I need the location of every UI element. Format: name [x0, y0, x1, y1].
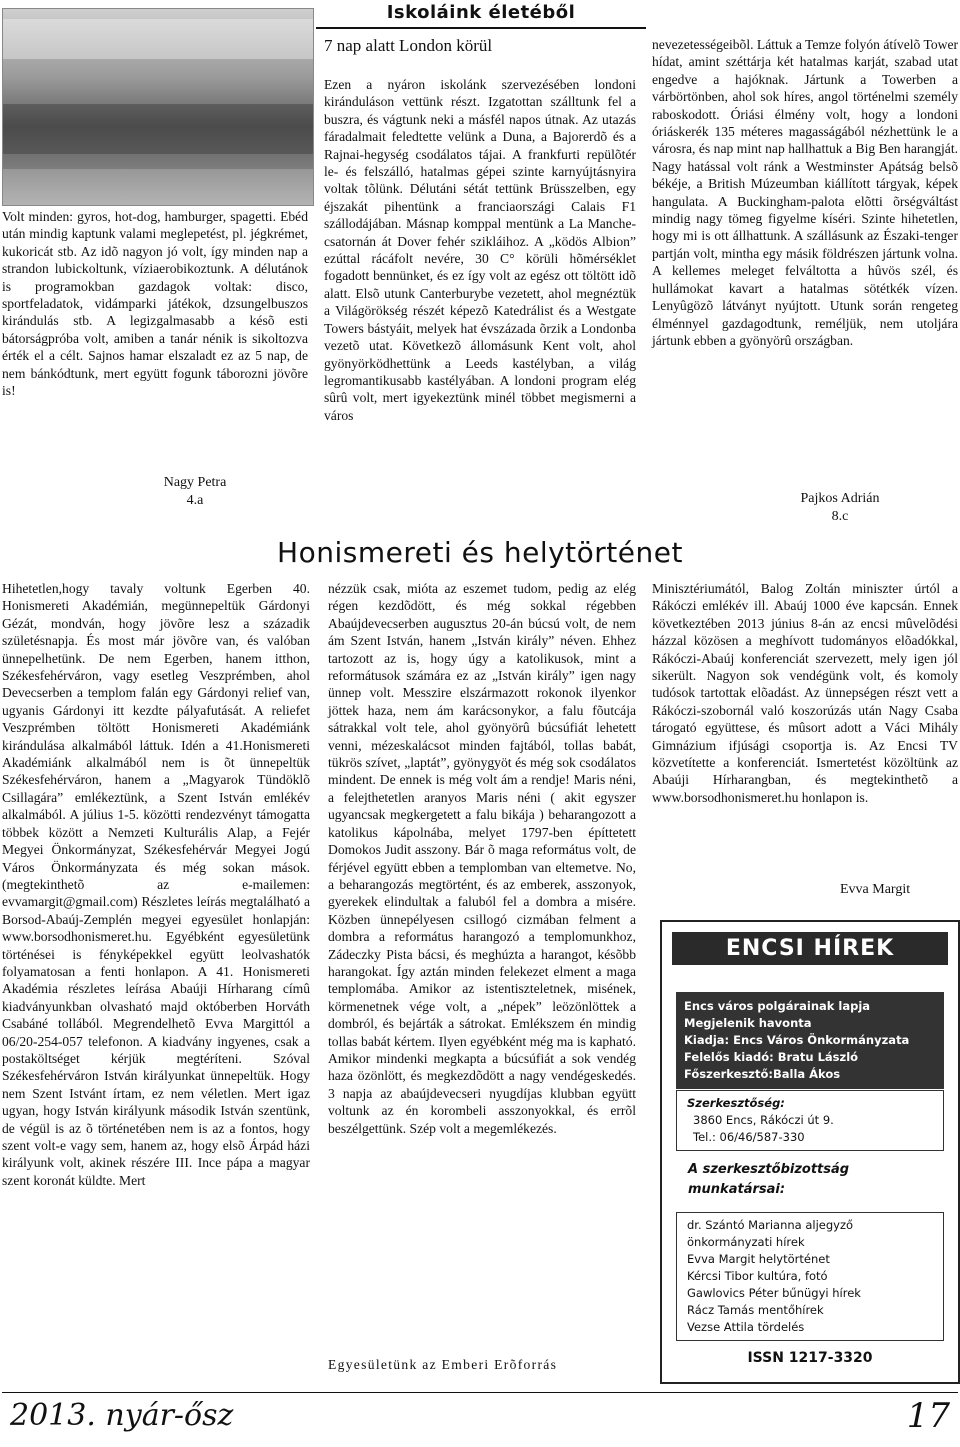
london-article-title: 7 nap alatt London körül [324, 36, 493, 55]
member-line: Rácz Tamás mentőhírek [687, 1303, 824, 1317]
page-number: 17 [906, 1396, 950, 1436]
imprint-title: ENCSI HÍREK [672, 932, 948, 965]
imprint-members [676, 1212, 944, 1341]
london-article-text-right: nevezetességeibõl. Láttuk a Temze folyón átívelõ Tower hídat, amint széttárja két hatalmas karját, szabad utat engedve a hajóknak. Jártunk a Towerben a várbörtönben, ahol sok híres, angol történelmi személy raboskodott. Óriási élmény volt, hogy a londoni óriáskerék 135 méteres magasságából nézhettünk le a városra, és nap mint nap hallhattuk a Big Ben harangját. Nagy hatással volt ránk a Westminster Apátság belsõ békéje, a British Múzeumban kiállított tárgyak, képek hangulata. A Buckingham-palota elõtti õrségváltást mindig nagy tömeg figyelme kíséri. Szinte hihetetlen, hogy mi is ott állhattunk. A szállásunk az Északi-tenger partján volt, mintha egy másik földrészen jártunk volna. A kellemes meleget felváltotta a hûvös szél, és hullámokat kavart a hatalmas sötétkék vízen. Lenyûgözõ látványt nyújtott. Utunk során rengeteg élménnyel gazdagodtunk, reméljük, nem utoljára jártunk ebben a gyönyörû országban. [652, 37, 958, 348]
section-header-school-life: Iskoláink életéből [386, 2, 576, 23]
imprint-issn: ISSN 1217-3320 [747, 1350, 873, 1366]
imprint-line: Megjelenik havonta [684, 1016, 812, 1030]
member-line: Gawlovics Péter bűnügyi hírek [687, 1286, 861, 1300]
imprint-line: Felelős kiadó: Bratu László [684, 1050, 859, 1064]
footer-rule [2, 1392, 958, 1393]
imprint-line: Encs város polgárainak lapja [684, 999, 871, 1013]
member-line: Vezse Attila tördelés [687, 1320, 805, 1334]
member-line: dr. Szántó Marianna aljegyző [687, 1218, 854, 1232]
london-article-signature [770, 490, 910, 526]
author-class: 8.c [831, 509, 849, 524]
member-line: Kércsi Tibor kultúra, fotó [687, 1269, 828, 1283]
imprint-box [660, 920, 960, 1384]
imprint-line: Főszerkesztő:Balla Ákos [684, 1067, 841, 1081]
london-article-text-mid: Ezen a nyáron iskolánk szervezésében londoni kiránduláson vettünk részt. Izgatottan szálltunk fel a buszra, és vágtunk neki a másfél napos útnak. Az utazás fáradalmait feledtette velünk a Duna, a Bajorerdõ és a Rajnai-hegység csodálatos tájai. A frankfurti repülõtér le- és felszálló, hatalmas gépei szinte karnyújtásnyira voltak tõlünk. Délutáni sétát tettünk Brüsszelben, egy éjszakát pihentünk a franciaországi Calais F1 szállodájában. Másnap komppal mentünk a La Manche-csatornán át Dover fehér szikláihoz. A „ködös Albion” ezúttal rácáfolt nevére, 30 C° körüli hõmérséklet fogadott bennünket, és ez így volt az egész ott töltött idõ alatt. Elsõ utunk Canterburybe vezetett, ahol megnéztük a Világörökség részét képezõ Katedrálist és a Westgate Towers bástyáit, melyek hat évszázada õrzik a Londonba vezetõ utat. Következõ állomásunk Kent volt, ahol gyönyörködhettünk a Leeds kastélyban, a világ legromantikusabb kastélyában. A londoni program elég sûrû volt, mert igyekeztünk minél többet megismerni a város [324, 77, 636, 423]
imprint-publisher-lines [676, 992, 944, 1089]
imprint-board-title: A szerkesztőbizottság munkatársai: [688, 1162, 850, 1197]
office-line: 3860 Encs, Rákóczi út 9. [693, 1113, 834, 1127]
member-line: önkormányzati hírek [687, 1235, 805, 1249]
section-header-local-history: Honismereti és helytörténet [277, 536, 683, 569]
footer-issue: 2013. nyár-ősz [10, 1398, 234, 1433]
office-line: Tel.: 06/46/587-330 [693, 1130, 805, 1144]
history-article-text-left: Hihetetlen,hogy tavaly voltunk Egerben 40. Honismereti Akadémián, megünnepeltük Gárdonyi Gézát, mondván, hogy jövõre lesz a századik születésnapja. És most már jövõre van, és valóban ünnepelhetünk. De nem Egerben, hanem itthon, Székesfehérváron, vagy esetleg Veszprémben, ahol Devecserben a templom falán egy Gárdonyi relief van, ugyanis Gárdonyi itt kezdte pályafutását. A reliefet Veszprémben töltött Honismereti Akadémiánk kirándulása alkalmából láttuk. Idén a 41.Honismereti Akadémiánk alkalmából nem is õt ünnepeltük Székesfehérváron, hanem a „Magyarok Tündöklõ Csillagára” emlékeztünk, a Szent István emlékév alkalmából. A július 1-5. közötti rendezvényt támogatta többek között a Nemzeti Kulturális Alap, a Fejér Megyei Önkormányzat, Székesfehérvár Megyei Jogú Város Önkormányzata és még sokan mások. (megtekinthetõ az e-mailemen: evvamargit@gmail.com) Részletes leírás megtalálható a Borsod-Abaúj-Zemplén megyei egyesület honlapján: www.borsodhonismeret.hu. Egyébként egyesületünk történései is fényképekkel együtt leolvashatók folyamatosan a fenti honlapon. A 41. Honismereti Akadémia részletes leírása Abaúji Hírharang címû kiadványunkban olvasható majd októberben Horváth Csabáné tollából. Megrendelhetõ Evva Margittól a 06/20-254-057 telefonon. A kiadvány ingyenes, csak a postaköltséget kérjük megtéríteni. Szóval Székesfehérváron István királyunkat ünnepeltük. Hogy nem Szent Istvánt írtam, ez nem véletlen. Mert igaz ugyan, hogy István királyunk második István szentünk, de végül is az õ történetében nem is az a fontos, hogy szent volt-e vagy sem, hanem az, hogy elsõ Árpád házi királyunk volt, akinek részére III. Ince pápa a magyar szent koronát küldte. Mert [2, 581, 310, 1188]
imprint-office [676, 1090, 944, 1151]
author-class: 4.a [186, 493, 204, 508]
imprint-line: Kiadja: Encs Város Önkormányzata [684, 1033, 910, 1047]
author-name: Nagy Petra [163, 475, 227, 490]
author-name: Pajkos Adrián [800, 491, 880, 506]
office-label: Szerkesztőség: [687, 1096, 785, 1110]
history-article-closing-line: Egyesületünk az Emberi Erõforrás [328, 1357, 558, 1372]
camp-article-signature [140, 474, 250, 510]
camp-article-text: Volt minden: gyros, hot-dog, hamburger, spagetti. Ebéd után mindig kaptunk valami meglepetést, pl. jégkrémet, kukoricát stb. Az idõ nagyon jó volt, így minden nap a strandon lubickoltunk, víziaerobikoztunk. A délutánok is programokban gazdagok voltak: disco, sportfeladatok, vidámparki játékok, dzsungelbuszos kirándulás stb. A legizgalmasabb a késõ esti bátorságpróba volt, amiben a tanár nénik is sikoltozva érték el a célt. Sajnos hamar elszaladt ez az 5 nap, de nem bánkódtunk, mert együtt fogunk táborozni jövõre is! [2, 209, 308, 399]
header-rule [316, 27, 646, 29]
member-line: Evva Margit helytörténet [687, 1252, 830, 1266]
group-photo [2, 8, 314, 206]
history-article-signature: Evva Margit [840, 882, 911, 897]
history-article-text-right: Minisztériumától, Balog Zoltán miniszter úrtól a Rákóczi emlékév ill. Abaúj 1000 éve kapcsán. Ennek következtében 2013 június 8-án az encsi mûvelõdési házzal közösen a meghívott tudományos elõadókkal, Rákóczi-Abaúj konferenciát szervezett, mely igen jól sikerült. Nagyon sok vendégünk volt, és komoly tudósok tartottak elõadást. Az ünnepségen részt vett a Rákóczi-szobornál való koszorúzás után Nagy Csaba tárogató együttese, és mûsort adott a Váci Mihály Gimnázium ifjúsági csoportja is. Az Encsi TV közvetítette a konferenciát. Ismertetést közöltünk az Abaúji Hírharangban, és megtekinthetõ a www.borsodhonismeret.hu honlapon is. [652, 581, 958, 805]
history-article-text-mid: nézzük csak, mióta az eszemet tudom, pedig az elég régen kezdõdött, és még sokkal régebben Abaújdevecserben augusztus 20-án búcsú volt, de nem ám Szent István, hanem „István király” néven. Ehhez tartozott az is, hogy úgy a katolikusok, mint a reformátusok számára ez az „István király” igen nagy ünnep volt. Messzire elszármazott rokonok ilyenkor jöttek haza, nem ám karácsonykor, a falu fõutcája sátrakkal volt tele, ahol gyönyörû búcsúfiát lehetett venni, mézeskalácsot minden fajtából, tollas babát, tükrös szívet, „laptát”, gyönygyöt és még sok csodálatos mindent. De ennek is még volt ám a rendje! Maris néni, a felejthetetlen aranyos Maris néni ( akit egyszer ugyancsak megkergetett a falu bikája ) beharangozott a katolikus kápolnába, melyet 1797-ben építtetett Domokos Judit asszony. Bár õ maga református volt, de férjével együtt ebben a templomban van eltemetve. No, a beharangozás megtörtént, és az emberek, asszonyok, gyerekek elindultak a faluból fel a dombra a misére. Közben ünnepélyesen csillogó cizmában felment a dombra a református harangozó a templomunkhoz, Zádeczky Pista bácsi, és meghúzta a harangot, késõbb harangokat. Így aztán minden felekezet elment a maga templomába. Amikor az istentiszteletnek, misének, körmenetnek vége volt, a „népek” leözönlöttek a dombról, és bejárták a sátrokat. Emlékszem én mindig tollas babát kértem. Ilyen egyébként még ma is kapható. Amikor mindenki megkapta a búcsúfiát a sok vendég haza özönlött, és megkezdõdött a nagy vendégeskedés. 3 napja az abaújdevecseri nyugdíjas klubban együtt voltunk az én korombeli asszonyokkal, és errõl beszélgettünk. Szép volt a megemlékezés. [328, 581, 636, 1136]
